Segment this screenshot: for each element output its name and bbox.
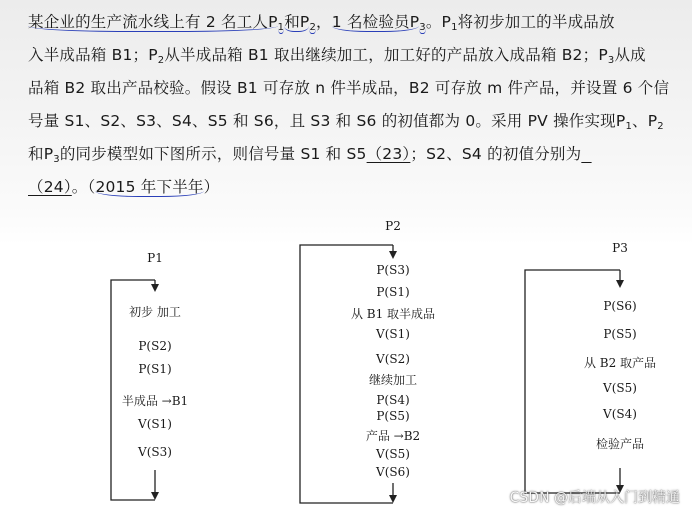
flowchart-p1-title: P1 — [147, 251, 163, 265]
question-segment: 2 — [157, 55, 165, 66]
flowchart-p3-title: P3 — [612, 241, 628, 255]
flowchart-p2-step: V(S1) — [376, 327, 410, 341]
flowchart-p2-step: V(S6) — [376, 465, 410, 479]
flowchart-p1-step: P(S2) — [138, 339, 172, 353]
question-segment: ， — [316, 13, 332, 31]
flowchart-p2-step: 从 B1 取半成品 — [350, 307, 436, 321]
question-segment: 、P — [632, 112, 658, 130]
question-segment: 从成 — [614, 46, 646, 64]
flowchart-p2-step: V(S2) — [376, 352, 410, 366]
question-segment: 和P — [28, 145, 54, 163]
flowchart-p3-step: V(S4) — [603, 407, 637, 421]
flowchart-p2-exit-arrow-head — [389, 495, 397, 503]
flowchart-p2-entry-arrow-head — [389, 251, 397, 259]
question-segment: 1 — [625, 121, 632, 132]
question-segment: （23） — [366, 145, 411, 163]
question-segment: 2015 年下半年 — [95, 178, 204, 196]
flowchart-p1-step: V(S3) — [138, 445, 172, 459]
question-segment: ；S2、S4 的初值分别为 — [410, 145, 582, 163]
question-segment: 入半成品箱 B1；P — [28, 46, 158, 64]
question-segment: 3 — [419, 22, 426, 33]
question-segment: 1 — [277, 22, 285, 33]
flowchart-p3-entry-arrow-head — [616, 280, 624, 288]
flowchart-p1-exit-arrow-head — [151, 492, 159, 500]
question-segment: 。（ — [71, 178, 96, 196]
flowchart-p2-step: P(S3) — [376, 263, 410, 277]
flowchart-p2-step: 继续加工 — [368, 373, 418, 387]
flowchart-p1-step: 半成品 →B1 — [121, 394, 189, 408]
flowchart-p1-step: P(S1) — [138, 362, 172, 376]
flowchart-p3-step: V(S5) — [603, 381, 637, 395]
flowchart-p2-step: V(S5) — [376, 447, 410, 461]
flowchart-p2-step: P(S1) — [376, 285, 410, 299]
flowchart-p2-step: P(S5) — [376, 409, 410, 423]
question-segment: 的同步模型如下图所示，则信号量 S1 和 S5 — [59, 145, 367, 163]
question-segment: 某企业的生产流水线上有 2 名工人P — [28, 13, 278, 31]
question-segment: 。P — [425, 13, 452, 31]
question-segment: 和P — [284, 13, 310, 31]
flowchart-p1-step: 初步 加工 — [129, 305, 181, 319]
question-segment: ） — [203, 178, 220, 196]
question-segment: 1 名检验员P — [331, 13, 420, 31]
csdn-watermark: CSDN @后端从入门到精通 — [509, 490, 680, 506]
question-segment: 从半成品箱 B1 取出继续加工，加工好的产品放入成品箱 B2；P — [164, 46, 608, 64]
flowchart-p2-step: P(S4) — [376, 393, 410, 407]
flowchart-p2-step: 产品 →B2 — [365, 429, 421, 443]
flowchart-p3-step: 检验产品 — [595, 437, 645, 451]
flowchart-p3-step: P(S6) — [603, 299, 637, 313]
flowchart-p2-title: P2 — [385, 219, 401, 233]
question-segment: 品箱 B2 取出产品校验。假设 B1 可存放 n 件半成品，B2 可存放 m 件产品，并设置 6 个信 — [28, 79, 670, 97]
flowchart-p1-entry-arrow-head — [151, 284, 159, 292]
flowchart-p3-step: P(S5) — [603, 327, 637, 341]
question-segment: （24） — [28, 178, 72, 196]
question-segment: 2 — [657, 121, 664, 132]
flowchart-p1-step: V(S1) — [138, 417, 172, 431]
question-segment: 号量 S1、S2、S3、S4、S5 和 S6，且 S3 和 S6 的初值都为 0。采用 PV 操作实现P — [28, 112, 626, 130]
question-segment: 2 — [309, 22, 317, 33]
question-segment: 将初步加工的半成品放 — [457, 13, 615, 31]
question-segment: 3 — [607, 55, 615, 66]
flowchart-p3-step: 从 B2 取产品 — [583, 356, 657, 370]
question-segment: 1 — [451, 22, 458, 33]
question-segment: 3 — [53, 154, 60, 165]
